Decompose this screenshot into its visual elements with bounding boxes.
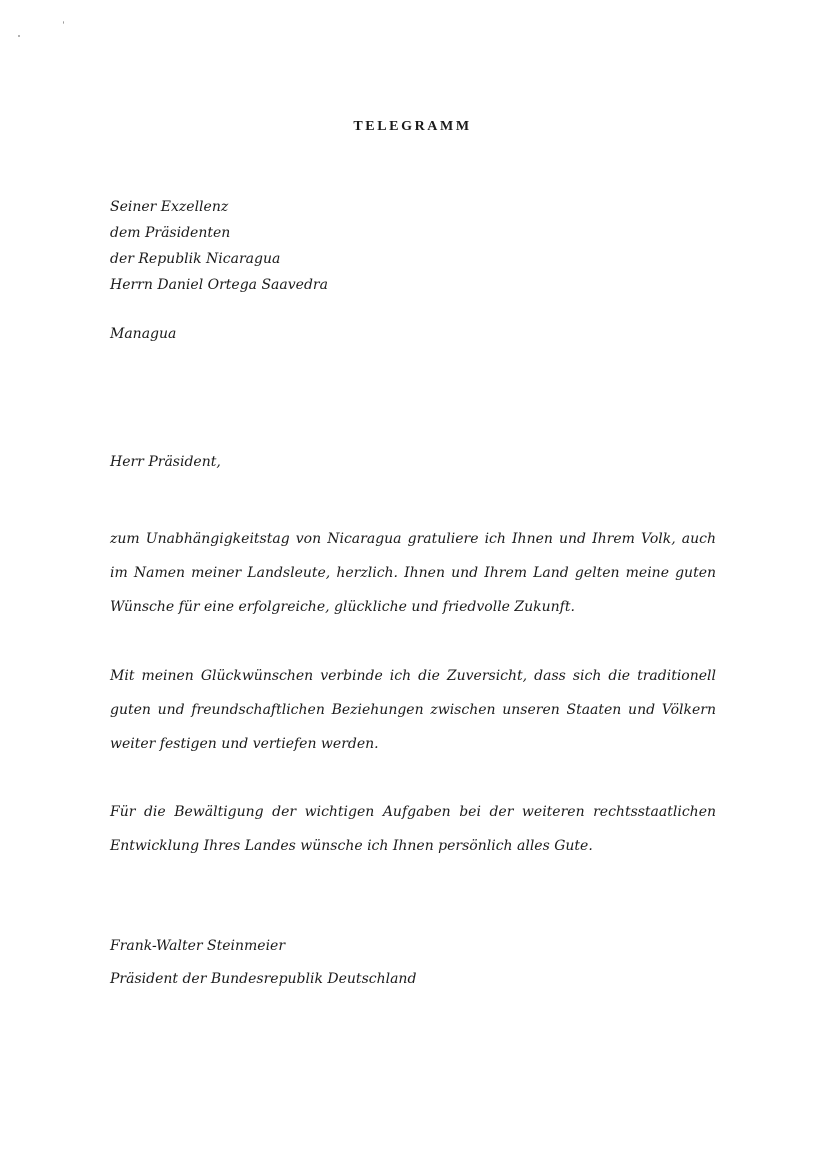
address-line: Herrn Daniel Ortega Saavedra — [110, 277, 328, 293]
signature-block — [110, 930, 416, 996]
scan-speck — [18, 35, 20, 37]
signer-name: Frank-Walter Steinmeier — [110, 938, 286, 954]
recipient-city: Managua — [110, 326, 177, 342]
body-paragraph: Mit meinen Glückwünschen verbinde ich die Zuversicht, dass sich die traditionell guten und freundschaftlichen Beziehungen zwischen unseren Staaten und Völkern weiter festigen und vertiefen werden. — [110, 668, 716, 752]
scan-speck — [63, 21, 64, 24]
signer-role: Präsident der Bundesrepublik Deutschland — [110, 971, 417, 987]
page-title: TELEGRAMM — [353, 119, 472, 134]
body-paragraph: Für die Bewältigung der wichtigen Aufgaben bei der weiteren rechtsstaatlichen Entwicklung Ihres Landes wünsche ich Ihnen persönlich alles Gute. — [110, 804, 716, 854]
body-paragraph: zum Unabhängigkeitstag von Nicaragua gratuliere ich Ihnen und Ihrem Volk, auch im Namen meiner Landsleute, herzlich. Ihnen und Ihrem Land gelten meine guten Wünsche für eine erfolgreiche, glückliche und friedvolle Zukunft. — [110, 531, 716, 615]
address-line: dem Präsidenten — [110, 225, 231, 241]
address-line: Seiner Exzellenz — [110, 199, 229, 215]
address-line: der Republik Nicaragua — [110, 251, 281, 267]
salutation: Herr Präsident, — [110, 454, 221, 470]
recipient-address — [110, 194, 328, 298]
